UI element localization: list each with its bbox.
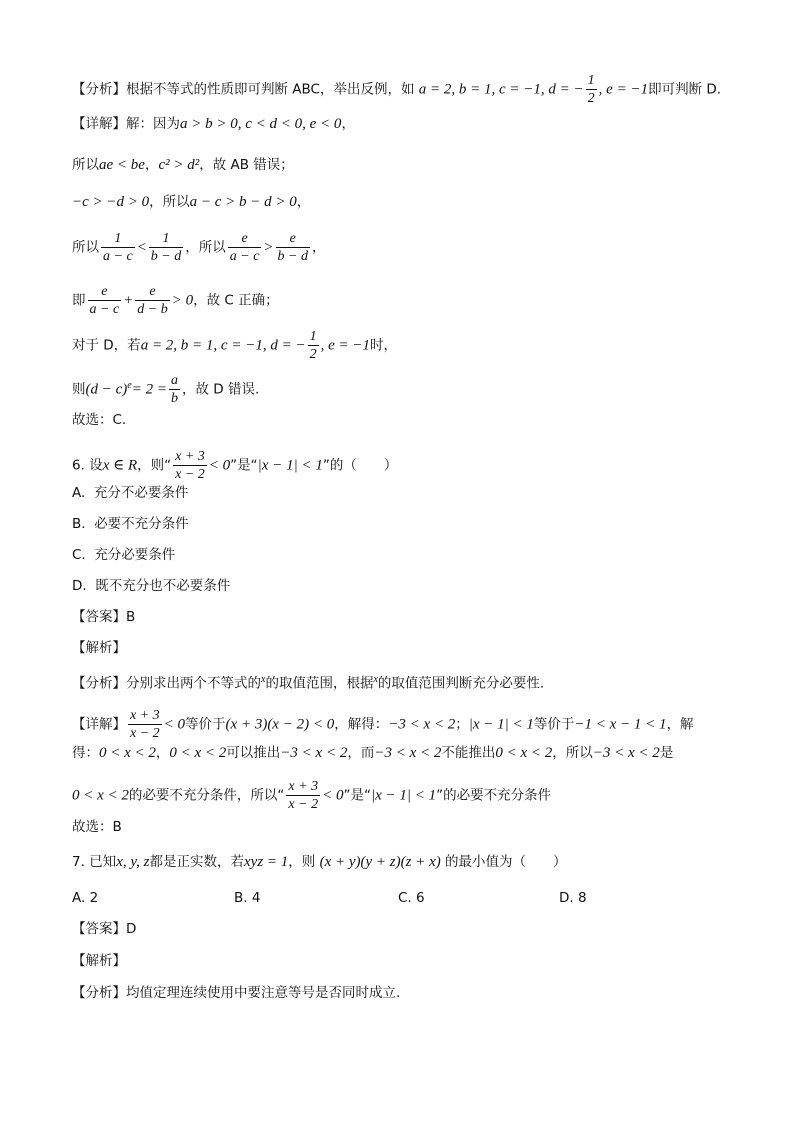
fraction: $\frac{x + 3}{x - 2}$ <box>175 449 205 482</box>
fraction: $\frac{x + 3}{x - 2}$ <box>130 708 160 741</box>
detail-line-3: 0 < x < 2的必要不充分条件，所以“ $\frac{x + 3}{x - 2}$ < 0”是“|x − 1| < 1”的必要不充分条件 <box>72 779 552 812</box>
detail-line: 【详解】解：因为a > b > 0, c < d < 0, e < 0， <box>72 116 355 132</box>
fraction: $\frac{1}{a - c}$ <box>103 231 133 264</box>
detail-line-3: −c > −d > 0，所以a − c > b − d > 0， <box>72 194 311 210</box>
question-7-stem: 7. 已知x, y, z都是正实数，若xyz = 1，则 (x + y)(y + z)(z + x) 的最小值为（ ） <box>72 854 567 870</box>
option-a: A. 充分不必要条件 <box>72 485 189 501</box>
detail-line-2: 所以ae < be，c² > d²，故 AB 错误； <box>72 157 294 173</box>
fraction: $\frac{e}{b - d}$ <box>277 231 308 264</box>
detail-line-7: 则$(d - c)^e= 2$ = $\frac{a}{b}$ ，故 D 错误. <box>72 373 260 406</box>
fraction: $\frac{a}{b}$ <box>170 373 178 406</box>
jiexi-label: 【解析】 <box>72 953 126 969</box>
option-c: C. 充分必要条件 <box>72 547 176 563</box>
fraction: $\frac{e}{a - c}$ <box>229 231 260 264</box>
option-a: A. 2 <box>72 890 99 906</box>
fraction: $\frac{e}{a - c}$ <box>89 284 120 317</box>
fraction: $\frac{x + 3}{x - 2}$ <box>288 779 319 812</box>
answer-label: 【答案】B <box>72 609 136 625</box>
option-c: C. 6 <box>398 890 425 906</box>
detail-line: 【详解】 $\frac{x + 3}{x - 2}$ < 0等价于(x + 3)(x − 2) < 0，解得：−3 < x < 2；|x − 1| < 1等价于−1 < x − 1 < 1，解 <box>72 708 694 741</box>
fraction: $\frac{1}{2}$ <box>309 329 317 362</box>
analysis-line: 【分析】均值定理连续使用中要注意等号是否同时成立. <box>72 985 401 1001</box>
option-d: D. 8 <box>559 890 587 906</box>
detail-line-5: 即 $\frac{e}{a - c}$ + $\frac{e}{d - b}$ > 0，故 C 正确； <box>72 284 279 317</box>
analysis-line: 【分析】分别求出两个不等式的$^x$的取值范围，根据$^x$的取值范围判断充分必要性. <box>72 674 545 692</box>
answer-label: 【答案】D <box>72 921 137 937</box>
question-number: 7. <box>72 854 85 870</box>
detail-tag: 【详解】 <box>72 116 126 132</box>
option-d: D. 既不充分也不必要条件 <box>72 578 231 594</box>
final-answer-line: 故选：C. <box>72 412 127 428</box>
option-b: B. 4 <box>234 890 261 906</box>
detail-line-4: 所以 $\frac{1}{a - c}$ < $\frac{1}{b - d}$ ，所以 $\frac{e}{a - c}$ > $\frac{e}{b - d}$ ， <box>72 231 326 264</box>
analysis-tag: 【分析】 <box>72 81 126 98</box>
fraction: $\frac{1}{b - d}$ <box>150 231 182 264</box>
question-6-stem: 6. 设x ∈ R，则“ $\frac{x + 3}{x - 2}$ < 0”是“|x − 1| < 1”的（ ） <box>72 449 398 482</box>
final-answer-line: 故选：B <box>72 819 122 835</box>
detail-line-6: 对于 D，若a = 2, b = 1, c = −1, d = − $\frac{1}{2}$ , e = −1时， <box>72 329 397 362</box>
fraction: $\frac{1}{2}$ <box>587 73 595 106</box>
option-b: B. 必要不充分条件 <box>72 516 189 532</box>
fraction: $\frac{e}{d - b}$ <box>137 284 168 317</box>
jiexi-label: 【解析】 <box>72 640 126 656</box>
question-number: 6. <box>72 457 85 474</box>
detail-line-2: 得：0 < x < 2，0 < x < 2可以推出−3 < x < 2，而−3 < x < 2不能推出0 < x < 2，所以−3 < x < 2是 <box>72 745 674 761</box>
analysis-line: 【分析】根据不等式的性质即可判断 ABC，举出反例，如 a = 2, b = 1, c = −1, d = − $\frac{1}{2}$ , e = −1即可判断 D. <box>72 73 722 106</box>
